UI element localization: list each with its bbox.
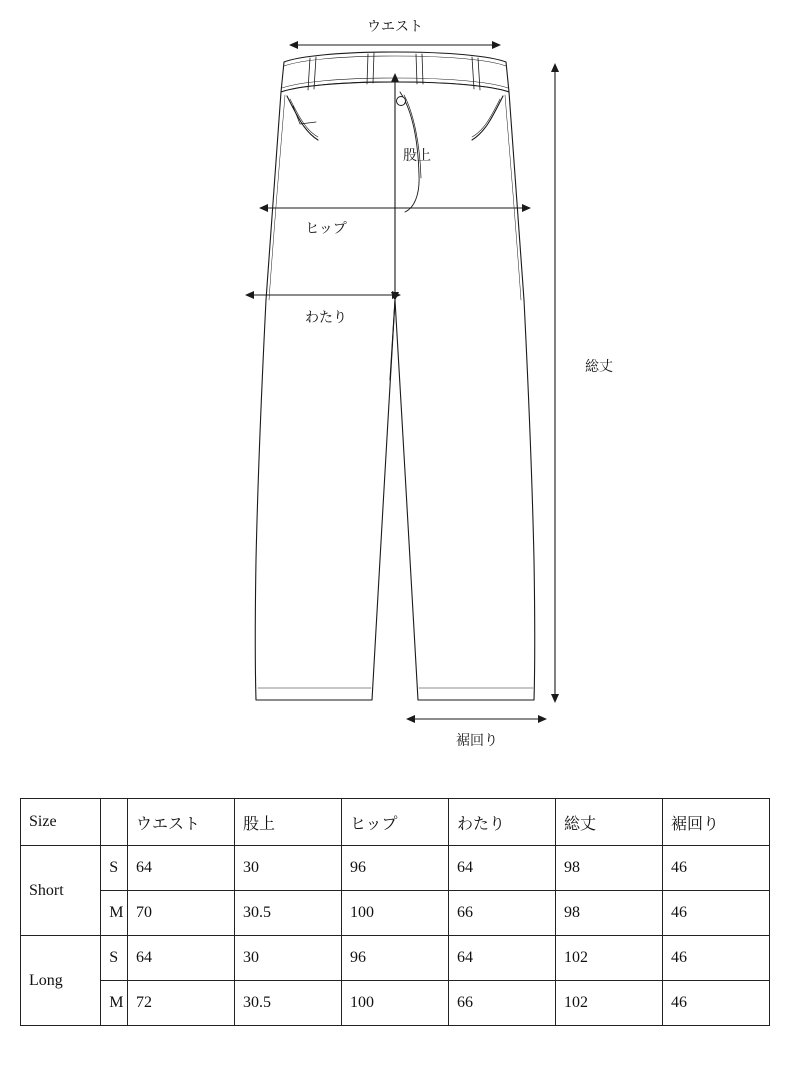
row-size: M [101, 981, 128, 1026]
cell-total-length: 98 [556, 891, 663, 936]
group-label-short: Short [21, 846, 101, 936]
cell-total-length: 98 [556, 846, 663, 891]
size-table [20, 798, 770, 1026]
total-length-label: 総丈 [585, 358, 613, 374]
cell-rise: 30 [235, 846, 342, 891]
cell-total-length: 102 [556, 936, 663, 981]
table-header-row [21, 799, 770, 846]
header-waist: ウエスト [128, 799, 235, 846]
header-thigh: わたり [449, 799, 556, 846]
waist-label: ウエスト [367, 18, 423, 34]
header-total-length: 総丈 [556, 799, 663, 846]
cell-waist: 70 [128, 891, 235, 936]
header-rise: 股上 [235, 799, 342, 846]
cell-total-length: 102 [556, 981, 663, 1026]
thigh-label: わたり [305, 309, 347, 325]
rise-label: 股上 [403, 147, 431, 163]
cell-rise: 30.5 [235, 891, 342, 936]
header-size: Size [21, 799, 101, 846]
cell-waist: 64 [128, 846, 235, 891]
cell-hem: 46 [663, 846, 770, 891]
cell-hem: 46 [663, 981, 770, 1026]
table-row [21, 936, 770, 981]
table-row [21, 891, 770, 936]
cell-hip: 96 [342, 846, 449, 891]
table-row [21, 846, 770, 891]
cell-hem: 46 [663, 936, 770, 981]
cell-hip: 96 [342, 936, 449, 981]
header-hip: ヒップ [342, 799, 449, 846]
header-sub [101, 799, 128, 846]
header-hem: 裾回り [663, 799, 770, 846]
cell-hip: 100 [342, 981, 449, 1026]
group-label-long: Long [21, 936, 101, 1026]
cell-rise: 30 [235, 936, 342, 981]
cell-hem: 46 [663, 891, 770, 936]
cell-waist: 64 [128, 936, 235, 981]
cell-rise: 30.5 [235, 981, 342, 1026]
row-size: S [101, 846, 128, 891]
cell-waist: 72 [128, 981, 235, 1026]
hem-label: 裾回り [456, 732, 498, 748]
table-row [21, 981, 770, 1026]
row-size: M [101, 891, 128, 936]
cell-hip: 100 [342, 891, 449, 936]
cell-thigh: 64 [449, 846, 556, 891]
hip-label: ヒップ [305, 220, 347, 236]
row-size: S [101, 936, 128, 981]
cell-thigh: 64 [449, 936, 556, 981]
cell-thigh: 66 [449, 891, 556, 936]
cell-thigh: 66 [449, 981, 556, 1026]
